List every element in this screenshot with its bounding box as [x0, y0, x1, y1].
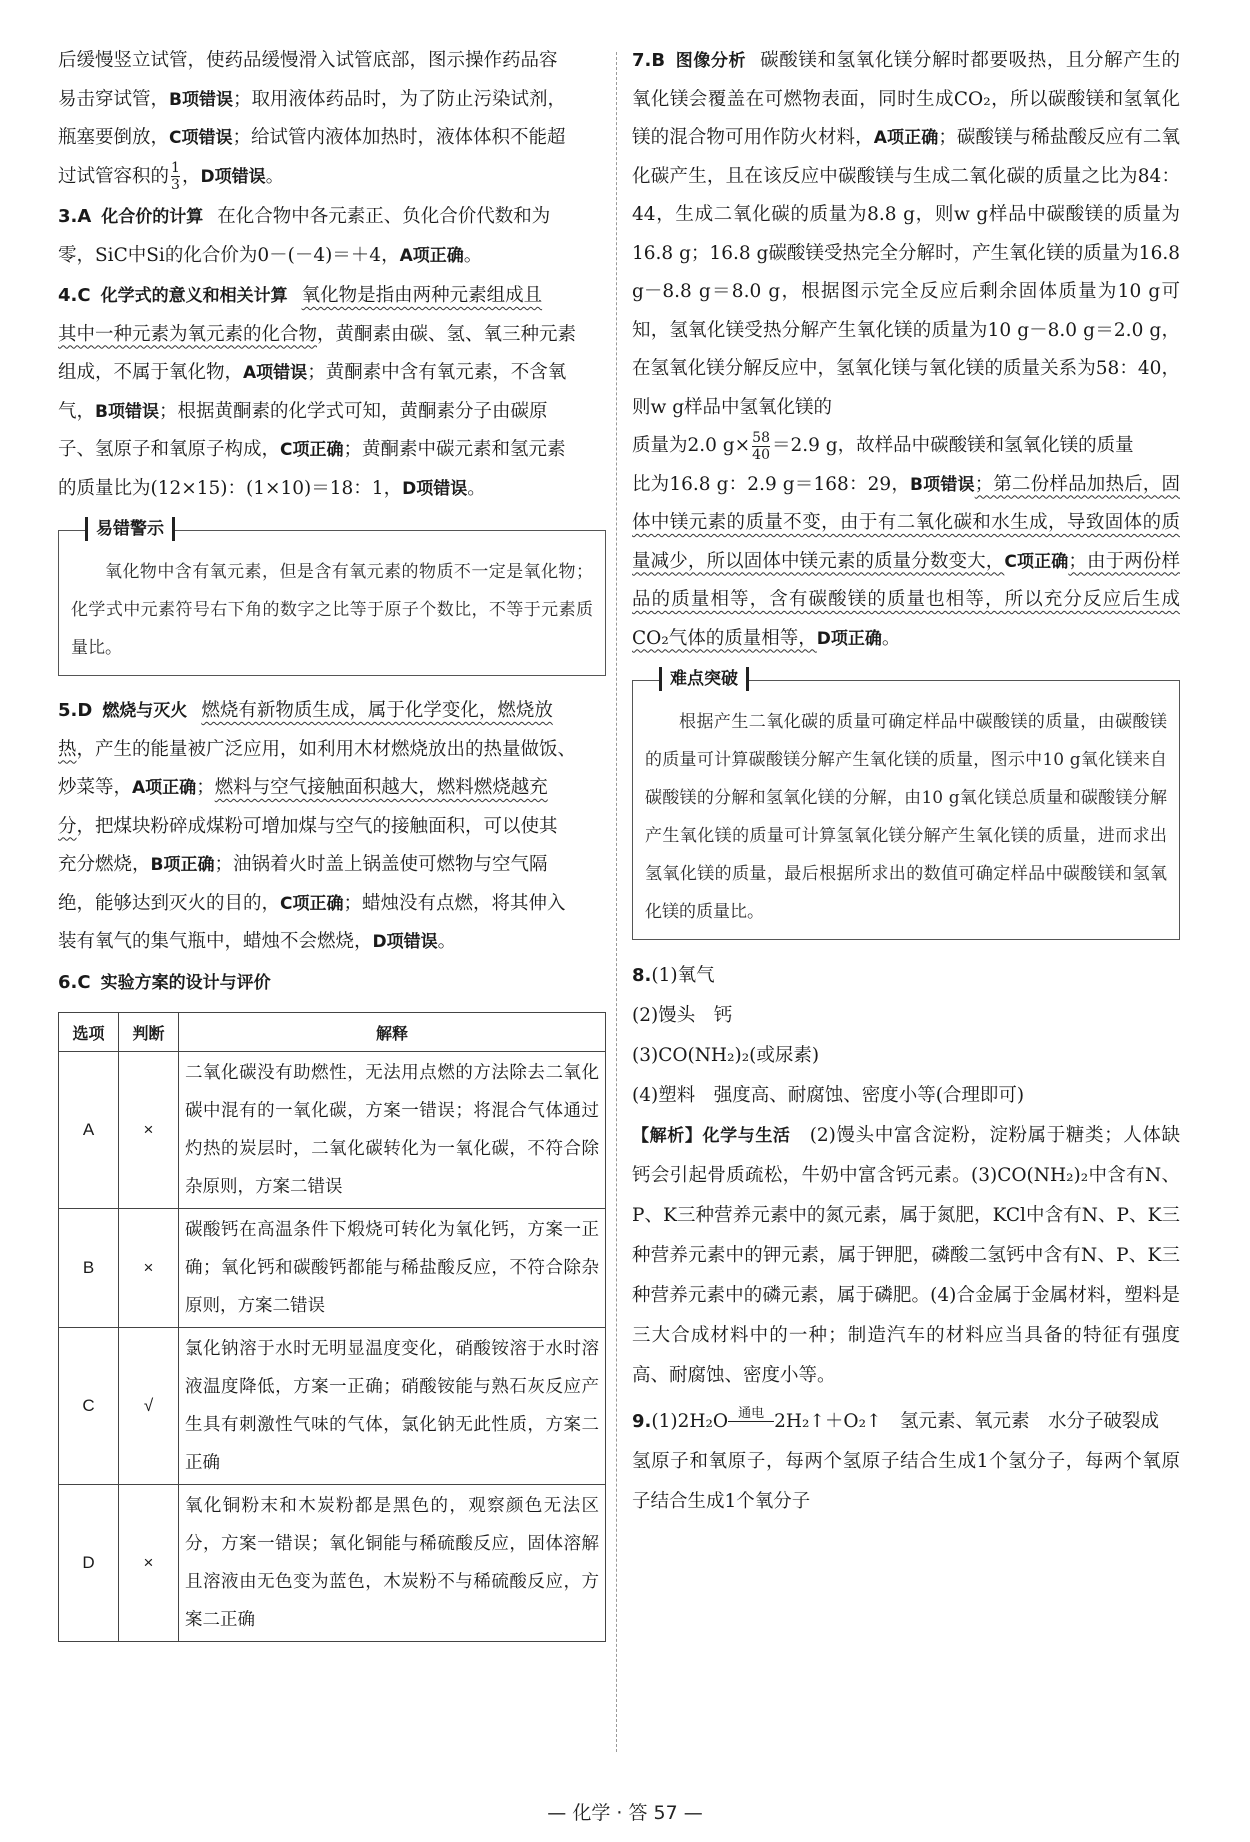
verdict: A项正确: [399, 245, 464, 266]
judgement-cell: ×: [119, 1485, 179, 1642]
option-cell: C: [59, 1328, 119, 1485]
question-number: 6.C: [58, 971, 91, 993]
question-number: 3.A: [58, 206, 92, 227]
denominator: 3: [171, 177, 180, 193]
column-header: 判断: [119, 1013, 179, 1052]
text: 在化合物中各元素正、负化合价代数和为: [217, 206, 551, 227]
text: 装有氧气的集气瓶中，蜡烛不会燃烧，: [58, 931, 373, 952]
text: ；黄酮素中碳元素和氢元素: [343, 439, 566, 460]
question-topic: 化合价的计算: [101, 207, 204, 227]
question-number: 9.: [632, 1411, 652, 1432]
verdict: B项正确: [150, 855, 215, 875]
table-row: [59, 1052, 606, 1209]
question-topic: 化学与生活: [702, 1126, 791, 1146]
fraction: [752, 430, 770, 463]
question-3: [58, 198, 606, 275]
numerator: 1: [171, 160, 180, 176]
question-number: 5.D: [58, 700, 93, 721]
explanation-cell: 碳酸钙在高温条件下煅烧可转化为氧化钙，方案一正确；氧化钙和碳酸钙都能与稀盐酸反应，不符合除杂原则，方案二错误: [179, 1209, 606, 1328]
text: 过试管容积的: [58, 165, 170, 187]
text: ，把煤块粉碎成煤粉可增加煤与空气的接触面积，可以使其: [76, 815, 558, 837]
answer-line: (1)氧气: [651, 965, 715, 986]
question-7: [632, 42, 1180, 658]
text: 比为16.8 g：2.9 g＝168：29，: [632, 473, 911, 495]
question-9: [632, 1402, 1180, 1522]
question-6: [58, 964, 606, 1003]
verdict: C项正确: [1004, 551, 1069, 572]
evaluation-table: [58, 1012, 606, 1642]
verdict: B项错误: [169, 89, 233, 110]
verdict: D项错误: [402, 478, 468, 499]
warning-box: [58, 519, 606, 676]
text: 零，SiC中Si的化合价为0－(－4)＝＋4，: [58, 244, 400, 266]
verdict: C项错误: [169, 128, 233, 148]
text: ；给试管内液体加热时，液体体积不能超: [232, 127, 566, 148]
text: 碳酸镁和氢氧化镁分解时都要吸热，且分解产生的氧化镁会覆盖在可燃物表面，同时生成CO₂，所以碳酸镁和氢氧化镁的混合物可用作防火材料，: [632, 50, 1180, 148]
text: ；蜡烛没有点燃，将其伸入: [343, 892, 566, 914]
answer-line: (4)塑料 强度高、耐腐蚀、密度小等(合理即可): [632, 1085, 1025, 1106]
numerator: 58: [752, 429, 770, 446]
text: ，产生的能量被广泛应用，如利用木材燃烧放出的热量做饭、: [76, 738, 577, 760]
judgement-cell: ×: [119, 1052, 179, 1209]
text: 分: [58, 815, 77, 837]
text: 的质量比为(12×15)：(1×10)＝18：1，: [58, 477, 403, 499]
text: 易击穿试管，: [58, 88, 170, 110]
text: 瓶塞要倒放，: [58, 127, 170, 148]
text: 气，: [58, 400, 96, 422]
judgement-cell: ×: [119, 1209, 179, 1328]
question-5: [58, 692, 606, 962]
text: 组成，不属于氧化物，: [58, 362, 244, 383]
question-topic: 图像分析: [675, 51, 747, 71]
text: 炒菜等，: [58, 777, 133, 798]
table-row: [59, 1328, 606, 1485]
text: ，: [181, 165, 201, 187]
text: 热: [58, 738, 77, 760]
text: 后缓慢竖立试管，使药品缓慢滑入试管底部，图示操作药品容: [58, 50, 558, 71]
verdict: C项正确: [280, 893, 344, 914]
equation-reactant: (1)2H₂O: [651, 1411, 729, 1432]
warning-box-title: 易错警示: [85, 517, 175, 541]
verdict: D项错误: [200, 166, 266, 187]
difficulty-box-text: 根据产生二氧化碳的质量可确定样品中碳酸镁的质量，由碳酸镁的质量可计算碳酸镁分解产生氧化镁的质量，图示中10 g氧化镁来自碳酸镁的分解和氢氧化镁的分解，由10 g氧化镁总质量和碳酸镁分解产生氧化镁的质量可计算氢氧化镁分解产生氧化镁的质量，进而求出氢氧化镁的质量，最后根据所求出的数值可确定样品中碳酸镁和氢氧化镁的质量比。: [645, 712, 1167, 922]
text: 氢元素、氧元素 水分子破裂成: [900, 1411, 1160, 1432]
column-divider: [616, 52, 617, 1752]
explanation-cell: 二氧化碳没有助燃性，无法用点燃的方法除去二氧化碳中混有的一氧化碳，方案一错误；将混合气体通过灼热的炭层时，二氧化碳转化为一氧化碳，不符合除杂原则，方案二错误: [179, 1052, 606, 1209]
difficulty-box: [632, 669, 1180, 940]
text: 燃烧有新物质生成，属于化学变化，燃烧放: [201, 700, 553, 721]
text: ；碳酸镁与稀盐酸反应有二氧化碳产生，且在该反应中碳酸镁与生成二氧化碳的质量之比为84：44，生成二氧化碳的质量为8.8 g，则w g样品中碳酸镁的质量为16.8 g；16.8 g碳酸镁受热完全分解时，产生氧化镁的质量为16.8 g－8.8 g＝8.0 g，根据图示完全反应后剩余固体质量为10 g可知，氢氧化镁受热分解产生氧化镁的质量为10 g－8.0 g＝2.0 g，在氢氧化镁分解反应中，氢氧化镁与氧化镁的质量关系为58：40，则w g样品中氢氧化镁的: [632, 127, 1180, 418]
text: 绝，能够达到灭火的目的，: [58, 892, 281, 914]
text: 其中一种元素为氧元素的化合物: [58, 323, 318, 345]
option-cell: A: [59, 1052, 119, 1209]
text: 。: [881, 627, 901, 649]
right-column: [632, 42, 1180, 1522]
verdict: A项正确: [873, 128, 939, 148]
column-header: 解释: [179, 1013, 606, 1052]
analysis-label: 【解析】: [632, 1126, 703, 1146]
text: ；: [196, 777, 215, 798]
text: ；由于两份样品的质量相等，含有碳酸镁的质量也相等，所以充分反应后生成CO₂气体的质量相等，: [632, 550, 1180, 649]
verdict: C项正确: [280, 440, 344, 460]
text: 子、氢原子和氧原子构成，: [58, 439, 281, 460]
table-row: [59, 1485, 606, 1642]
equals-line: [728, 1421, 774, 1422]
text: ；根据黄酮素的化学式可知，黄酮素分子由碳原: [158, 400, 548, 422]
option-cell: D: [59, 1485, 119, 1642]
answer-line: (2)馒头 钙: [632, 1005, 733, 1026]
table-row: [59, 1209, 606, 1328]
text: 氢原子和氧原子，每两个氢原子结合生成1个氢分子，每两个氧原子结合生成1个氧分子: [632, 1451, 1180, 1512]
text: ；取用液体药品时，为了防止污染试剂，: [232, 88, 566, 110]
difficulty-box-title: 难点突破: [659, 667, 749, 691]
question-topic: 化学式的意义和相关计算: [100, 286, 288, 306]
left-column: [58, 42, 606, 1642]
text: 充分燃烧，: [58, 854, 151, 875]
question-number: 4.C: [58, 285, 91, 306]
question-4: [58, 277, 606, 508]
text: (2)馒头中富含淀粉，淀粉属于糖类；人体缺钙会引起骨质疏松，牛奶中富含钙元素。(3)CO(NH₂)₂中含有N、P、K三种营养元素中的氮元素，属于氮肥，KCl中含有N、P、K三种营养元素中的钾元素，属于钾肥，磷酸二氢钙中含有N、P、K三种营养元素中的磷元素，属于磷肥。(4)合金属于金属材料，塑料是三大合成材料中的一种；制造汽车的材料应当具备的特征有强度高、耐腐蚀、密度小等。: [632, 1125, 1180, 1386]
text: 。: [437, 931, 457, 952]
equation-product: 2H₂↑＋O₂↑: [774, 1411, 882, 1432]
denominator: 40: [752, 446, 770, 463]
verdict: D项正确: [816, 628, 882, 649]
question-number: 8.: [632, 965, 652, 986]
verdict: A项错误: [243, 363, 308, 383]
intro-paragraph: [58, 42, 606, 196]
text: ；油锅着火时盖上锅盖使可燃物与空气隔: [214, 854, 548, 875]
fraction: [171, 160, 180, 193]
text: 燃料与空气接触面积越大，燃料燃烧越充: [214, 777, 548, 798]
text: ；黄酮素中含有氧元素，不含氧: [307, 362, 567, 383]
question-number: 7.B: [632, 50, 666, 71]
question-topic: 实验方案的设计与评价: [100, 972, 271, 993]
text: 。: [265, 165, 285, 187]
explanation-cell: 氧化铜粉末和木炭粉都是黑色的，观察颜色无法区分，方案一错误；氧化铜能与稀硫酸反应，固体溶解且溶液由无色变为蓝色，木炭粉不与稀硫酸反应，方案二正确: [179, 1485, 606, 1642]
page-footer: — 化学 · 答 57 —: [547, 1802, 703, 1824]
text: ，黄酮素由碳、氢、氧三种元素: [317, 323, 577, 345]
text: 。: [467, 477, 486, 499]
text: 。: [463, 244, 483, 266]
explanation-cell: 氯化钠溶于水时无明显温度变化，硝酸铵溶于水时溶液温度降低，方案一正确；硝酸铵能与熟石灰反应产生具有刺激性气味的气体，氯化钠无此性质，方案二正确: [179, 1328, 606, 1485]
column-header: 选项: [59, 1013, 119, 1052]
text: 氧化物是指由两种元素组成且: [301, 285, 543, 306]
text: 质量为2.0 g×: [632, 435, 751, 456]
question-topic: 燃烧与灭火: [102, 701, 188, 721]
option-cell: B: [59, 1209, 119, 1328]
judgement-cell: √: [119, 1328, 179, 1485]
question-8: [632, 956, 1180, 1396]
text: ；第二份样品加热后，固体中镁元素的质量不变，由于有二氧化碳和水生成，导致固体的质量减少，所以固体中镁元素的质量分数变大，: [632, 473, 1180, 572]
text: ＝2.9 g，故样品中碳酸镁和氢氧化镁的质量: [771, 435, 1134, 456]
warning-box-text: 氧化物中含有氧元素，但是含有氧元素的物质不一定是氧化物；化学式中元素符号右下角的数字之比等于原子个数比，不等于元素质量比。: [71, 562, 593, 658]
reaction-condition: 通电: [738, 1406, 765, 1421]
table-header-row: [59, 1013, 606, 1052]
verdict: A项正确: [132, 778, 197, 798]
verdict: B项错误: [910, 474, 975, 495]
verdict: B项错误: [95, 401, 159, 422]
answer-line: (3)CO(NH₂)₂(或尿素): [632, 1045, 820, 1066]
verdict: D项错误: [372, 932, 438, 952]
